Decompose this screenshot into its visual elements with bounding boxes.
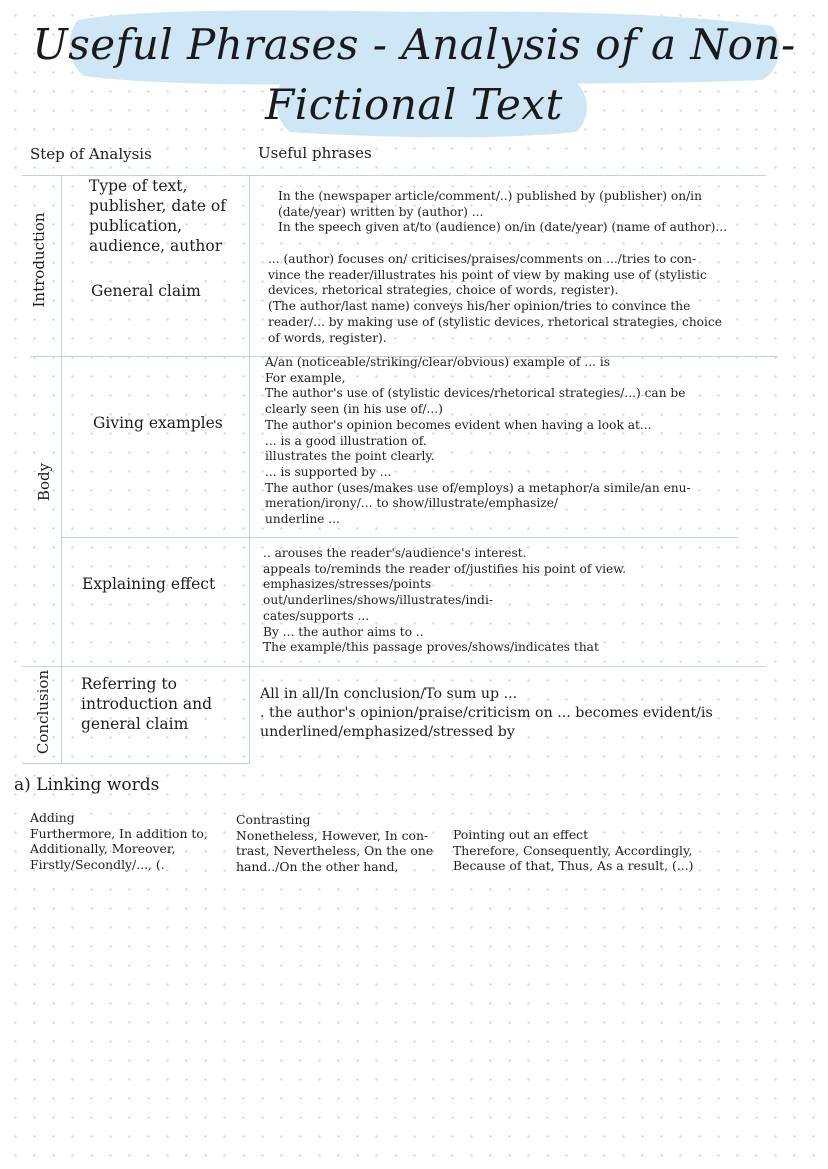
column-header-phrases: Useful phrases [258,144,372,162]
phrases-conclusion: All in all/In conclusion/To sum up ... . the author's opinion/praise/criticism on ... becomes evident/is underlined/emphasized/stressed by [260,686,713,740]
page-title-line2: Fictional Text [265,80,563,129]
column-header-step: Step of Analysis [30,145,152,163]
linking-column-contrasting: Contrasting Nonetheless, However, In con- trast, Nevertheless, On the one hand../On the other hand, [236,812,434,874]
linking-column-adding: Adding Furthermore, In addition to, Additionally, Moreover, Firstly/Secondly/..., (. [30,810,208,872]
linking-column-effect: Pointing out an effect Therefore, Consequently, Accordingly, Because of that, Thus, As a result, (...) [453,827,694,874]
step-giving-examples: Giving examples [93,414,223,432]
section-label-body: Body [35,462,53,502]
phrases-explaining-effect: .. arouses the reader's/audience's interest. appeals to/reminds the reader of/justifies his point of view. emphasizes/stresses/points out/underlines/shows/illustrates/indi- cates/supports ... By ... the author aims to .. The example/this passage proves/shows/indicates that [263,546,627,655]
step-referring-to-introduction: Referring to introduction and general claim [81,675,213,733]
section-label-conclusion: Conclusion [34,669,52,755]
step-type-of-text: Type of text, publisher, date of publication, audience, author [89,177,226,255]
table-line-body-conclusion [22,666,766,667]
phrases-type-of-text: In the (newspaper article/comment/..) published by (publisher) on/in (date/year) written by (author) ... In the speech given at/to (audience) on/in (date/year) (name of author)... [278,189,728,235]
linking-column-title: Pointing out an effect [453,827,589,842]
phrases-giving-examples: A/an (noticeable/striking/clear/obvious) example of ... is For example, The author's use of (stylistic devices/rhetorical strategies/...) can be clearly seen (in his use of/...) The author's opinion becomes evident when having a look at... ... is a good illustration of. illustrates the point clearly. ... is supported by ... The author (uses/makes use of/employs) a metaphor/a simile/an enu- meration/irony/... to show/illustrate/emphasize/ underline ... [265,355,691,527]
phrases-general-claim: ... (author) focuses on/ criticises/praises/comments on .../tries to con- vince the reader/illustrates his point of view by making use of (stylistic devices, rhetorical strategies, choice of words, register). (The author/last name) conveys his/her opinion/tries to convince the reader/... by making use of (stylistic devices, rhetorical strategies, choice of words, register). [268,252,722,345]
table-line-bottom [22,763,250,764]
step-general-claim: General claim [91,282,201,300]
page-title-line1: Useful Phrases - Analysis of a Non- [32,20,796,69]
table-line-body-split [62,537,738,538]
table-line-section-divider [61,175,62,763]
table-line-column-divider [249,175,250,763]
step-explaining-effect: Explaining effect [82,575,216,593]
linking-column-title: Contrasting [236,812,311,827]
linking-words-heading: a) Linking words [14,775,160,795]
section-label-introduction: Introduction [30,212,48,308]
linking-column-title: Adding [30,810,75,825]
